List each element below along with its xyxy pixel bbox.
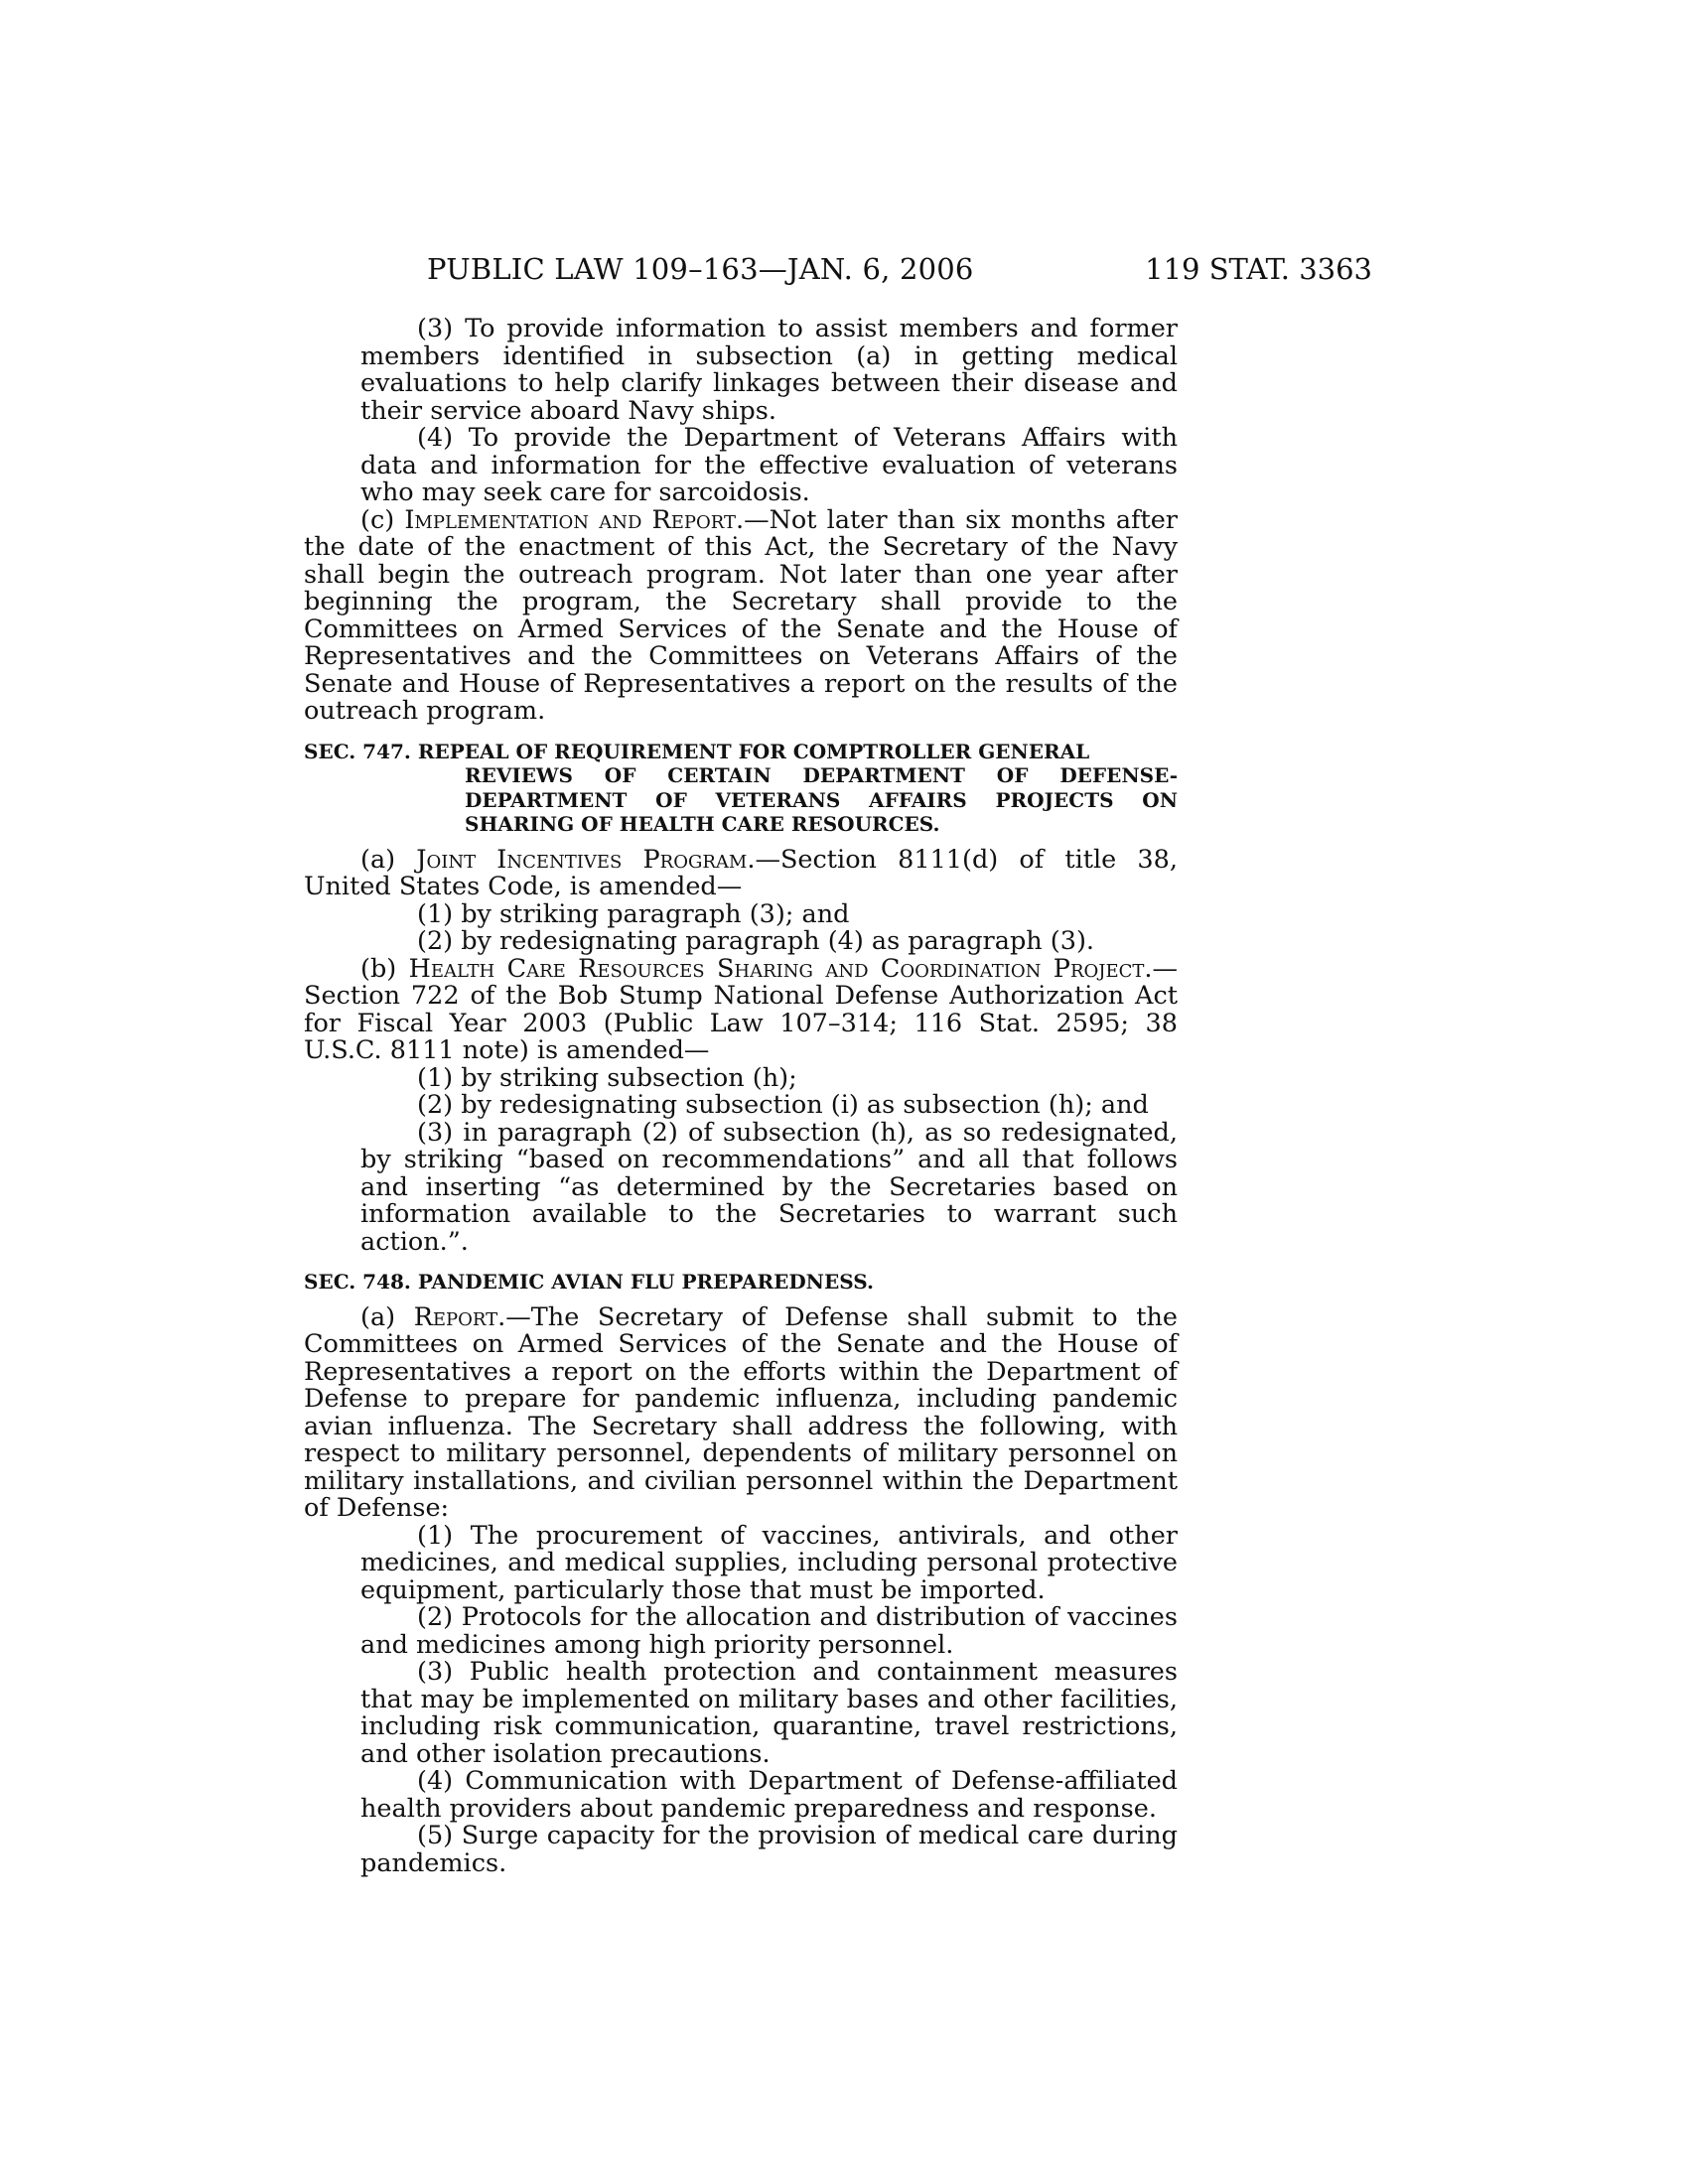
sec748-item-5: (5) Surge capacity for the provision of medical care during pandemics. — [360, 1821, 1178, 1878]
sec747-heading — [304, 740, 1178, 837]
sec748-item-4: (4) Communication with Department of Defense-affiliated health providers about pandemic preparedness and response. — [360, 1766, 1178, 1824]
sec746-subsection-c — [304, 504, 1178, 726]
page-number: 119 STAT. 3363 — [1145, 252, 1372, 286]
subsection-label: (b) — [360, 953, 409, 984]
sec748-subsection-a — [304, 1301, 1178, 1523]
subsection-title: Joint Incentives Program. — [416, 844, 756, 875]
sec748-item-2: (2) Protocols for the allocation and distribution of vaccines and medicines among high priority personnel. — [360, 1602, 1178, 1660]
sec747-heading-continuation: REVIEWS OF CERTAIN DEPARTMENT OF DEFENSE-DEPARTMENT OF VETERANS AFFAIRS PROJECTS ON SHARING OF HEALTH CARE RESOURCES. — [465, 763, 1178, 836]
subsection-label: (a) — [360, 844, 417, 875]
sec747-a-paragraph-2: (2) by redesignating paragraph (4) as paragraph (3). — [417, 926, 1095, 956]
sec746-paragraph-3: (3) To provide information to assist members and former members identified in subsection (a) in getting medical evaluations to help clarify linkages between their disease and their service aboard Navy ships. — [360, 314, 1178, 426]
sec746-paragraph-4: (4) To provide the Department of Veterans Affairs with data and information for the effective evaluation of veterans who may seek care for sarcoidosis. — [360, 423, 1178, 507]
subsection-label: (c) — [360, 504, 405, 535]
subsection-text: —The Secretary of Defense shall submit to the Committees on Armed Services of the Senate and the House of Representatives a report on the efforts within the Department of Defense to prepare for pandemic influenza, including pandemic avian influenza. The Secretary shall address the following, with respect to military personnel, dependents of military personnel on military installations, and civilian personnel within the Department of Defense: — [304, 1301, 1178, 1523]
sec747-heading-first-line: SEC. 747. REPEAL OF REQUIREMENT FOR COMPTROLLER GENERAL — [304, 739, 1090, 763]
subsection-label: (a) — [360, 1301, 414, 1332]
subsection-text: —Section 8111(d) of title 38, United States Code, is amended— — [304, 844, 1178, 901]
running-head: PUBLIC LAW 109–163—JAN. 6, 2006 — [427, 252, 974, 286]
document-body — [304, 316, 1178, 1877]
subsection-text: —Not later than six months after the date of the enactment of this Act, the Secretary of the Navy shall begin the outreach program. Not later than one year after beginning the program, the Secretary shall provide to the Committees on Armed Services of the Senate and the House of Representatives and the Committees on Veterans Affairs of the Senate and House of Representatives a report on the results of the outreach program. — [304, 504, 1178, 726]
sec747-b-paragraph-1: (1) by striking subsection (h); — [417, 1062, 797, 1093]
subsection-title: Report. — [413, 1301, 506, 1332]
sec747-subsection-a — [304, 844, 1178, 901]
sec748-item-1: (1) The procurement of vaccines, antivirals, and other medicines, and medical supplies, including personal protective equipment, particularly those that must be imported. — [360, 1520, 1178, 1605]
subsection-title: Implementation and Report. — [404, 504, 745, 535]
sec748-heading: SEC. 748. PANDEMIC AVIAN FLU PREPAREDNESS. — [304, 1270, 874, 1294]
sec748-item-3: (3) Public health protection and containment measures that may be implemented on military bases and other facilities, including risk communication, quarantine, travel restrictions, and other isolation precautions. — [360, 1657, 1178, 1769]
sec747-b-paragraph-3: (3) in paragraph (2) of subsection (h), as so redesignated, by striking “based on recommendations” and all that follows and inserting “as determined by the Secretaries based on information available to the Secretaries to warrant such action.”. — [360, 1117, 1178, 1257]
sec747-b-paragraph-2: (2) by redesignating subsection (i) as subsection (h); and — [417, 1090, 1149, 1120]
subsection-text: —Section 722 of the Bob Stump National Defense Authorization Act for Fiscal Year 2003 (Public Law 107–314; 116 Stat. 2595; 38 U.S.C. 8111 note) is amended— — [304, 953, 1178, 1065]
page-header — [0, 252, 1688, 292]
sec747-subsection-b — [304, 953, 1178, 1065]
sec747-a-paragraph-1: (1) by striking paragraph (3); and — [417, 898, 850, 929]
subsection-title: Health Care Resources Sharing and Coordination Project. — [408, 953, 1153, 984]
